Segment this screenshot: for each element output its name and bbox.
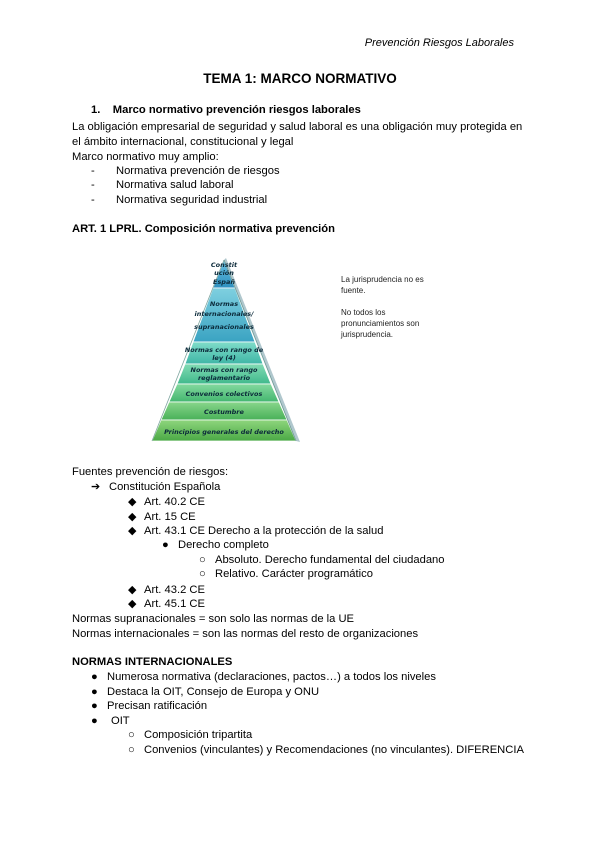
diamond-icon: ◆ bbox=[128, 584, 137, 596]
list-item: ○ Convenios (vinculantes) y Recomendaciones (no vinculantes). DIFERENCIA bbox=[128, 744, 524, 756]
list-item: ◆ Art. 40.2 CE bbox=[128, 496, 205, 508]
section-title: Marco normativo prevención riesgos laborales bbox=[112, 104, 361, 116]
bullet-icon: ● bbox=[91, 671, 98, 683]
list-item: ● OIT bbox=[91, 715, 130, 727]
page-title: TEMA 1: MARCO NORMATIVO bbox=[203, 71, 397, 86]
pyramid-label: ución bbox=[214, 269, 234, 277]
section-heading bbox=[91, 104, 361, 116]
bullet-icon: ● bbox=[91, 700, 98, 712]
diamond-icon: ◆ bbox=[128, 496, 137, 508]
circle-icon: ○ bbox=[128, 744, 135, 756]
pyramid-label: reglamentario bbox=[197, 374, 251, 382]
list-item: ◆ Art. 43.2 CE bbox=[128, 584, 205, 596]
art1-heading: ART. 1 LPRL. Composición normativa prevención bbox=[72, 223, 335, 235]
pyramid-note-1: La jurisprudencia no es fuente. bbox=[341, 275, 424, 295]
diamond-icon: ◆ bbox=[128, 511, 137, 523]
paragraph: Marco normativo muy amplio: bbox=[72, 151, 219, 163]
normative-pyramid bbox=[112, 258, 337, 446]
normas-int-heading: NORMAS INTERNACIONALES bbox=[72, 656, 233, 668]
pyramid-label: supranacionales bbox=[194, 323, 254, 331]
pyramid-label: Normas bbox=[209, 300, 239, 308]
pyramid-label: Normas con rango de bbox=[184, 346, 264, 354]
bullet-icon: ● bbox=[91, 686, 98, 698]
fuentes-intro: Fuentes prevención de riesgos: bbox=[72, 466, 229, 478]
list-item: ● Destaca la OIT, Consejo de Europa y ONU bbox=[91, 686, 320, 698]
pyramid-label: Normas con rango bbox=[190, 366, 258, 374]
list-item: - Normativa salud laboral bbox=[91, 179, 234, 191]
list-item: ○ Relativo. Carácter programático bbox=[199, 568, 373, 580]
list-item-arrow: ➔ Constitución Española bbox=[91, 481, 221, 493]
list-item: ◆ Art. 15 CE bbox=[128, 511, 196, 523]
definition: Normas supranacionales = son solo las normas de la UE bbox=[72, 613, 355, 625]
list-item: ◆ Art. 43.1 CE Derecho a la protección de la salud bbox=[128, 525, 384, 537]
list-item: - Normativa prevención de riesgos bbox=[91, 165, 280, 177]
paragraph-line: el ámbito internacional, constitucional y legal bbox=[72, 136, 294, 148]
paragraph-line: La obligación empresarial de seguridad y salud laboral es una obligación muy protegida en bbox=[72, 121, 523, 133]
pyramid-label: Principios generales del derecho bbox=[164, 428, 284, 436]
bullet-icon: ● bbox=[91, 715, 98, 727]
pyramid-note-2: No todos los pronunciamientos son jurisprudencia. bbox=[341, 308, 420, 339]
definition: Normas internacionales = son las normas del resto de organizaciones bbox=[72, 628, 419, 640]
list-item: ○ Absoluto. Derecho fundamental del ciudadano bbox=[199, 554, 445, 566]
list-item: ● Precisan ratificación bbox=[91, 700, 208, 712]
circle-icon: ○ bbox=[199, 568, 206, 580]
list-item: - Normativa seguridad industrial bbox=[91, 194, 268, 206]
section-number: 1. bbox=[91, 104, 101, 116]
circle-icon: ○ bbox=[199, 554, 206, 566]
pyramid-label: Españ bbox=[213, 278, 235, 286]
pyramid-label: ley (4) bbox=[212, 354, 236, 362]
diamond-icon: ◆ bbox=[128, 525, 137, 537]
bullet-icon: ● bbox=[162, 539, 169, 551]
circle-icon: ○ bbox=[128, 729, 135, 741]
pyramid-label: Costumbre bbox=[204, 408, 244, 416]
arrow-icon: ➔ bbox=[91, 481, 101, 493]
pyramid-label: Constit bbox=[210, 261, 238, 269]
pyramid-label: internacionales/ bbox=[194, 310, 254, 318]
list-item: ● Derecho completo bbox=[162, 539, 269, 551]
page-header: Prevención Riesgos Laborales bbox=[364, 37, 514, 49]
list-item: ● Numerosa normativa (declaraciones, pactos…) a todos los niveles bbox=[91, 671, 436, 683]
list-item: ◆ Art. 45.1 CE bbox=[128, 598, 205, 610]
list-item: ○ Composición tripartita bbox=[128, 729, 253, 741]
diamond-icon: ◆ bbox=[128, 598, 137, 610]
pyramid-label: Convenios colectivos bbox=[185, 390, 263, 398]
